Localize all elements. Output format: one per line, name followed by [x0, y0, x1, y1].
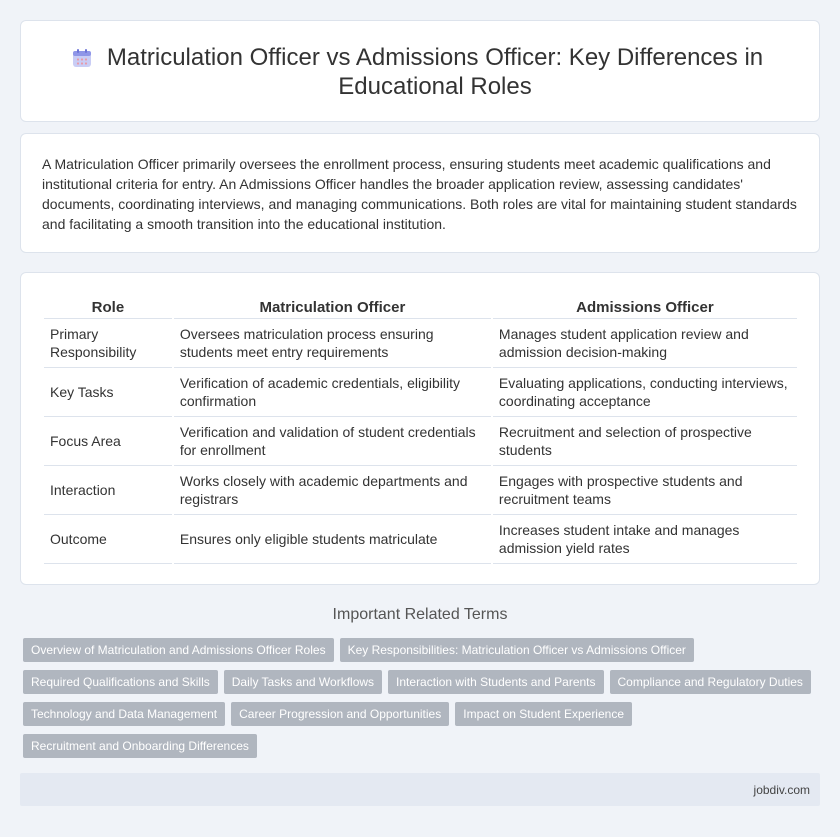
row-label: Focus Area [44, 417, 172, 466]
intro-card [20, 133, 820, 253]
table-row [44, 515, 797, 564]
related-term-tag[interactable]: Recruitment and Onboarding Differences [23, 734, 257, 758]
comparison-card [20, 272, 820, 585]
row-label: Key Tasks [44, 368, 172, 417]
comparison-table [42, 295, 799, 564]
matriculation-cell: Works closely with academic departments and registrars [174, 466, 491, 515]
row-label: Outcome [44, 515, 172, 564]
footer [20, 773, 820, 806]
table-row [44, 417, 797, 466]
related-term-tag[interactable]: Overview of Matriculation and Admissions Officer Roles [23, 638, 334, 662]
related-term-tag[interactable]: Daily Tasks and Workflows [224, 670, 382, 694]
row-label: Primary Responsibility [44, 319, 172, 368]
admissions-cell: Evaluating applications, conducting interviews, coordinating acceptance [493, 368, 797, 417]
admissions-cell: Engages with prospective students and recruitment teams [493, 466, 797, 515]
matriculation-cell: Ensures only eligible students matriculate [174, 515, 491, 564]
title-card [20, 20, 820, 122]
page-title: Matriculation Officer vs Admissions Officer: Key Differences in Educational Roles [106, 44, 764, 100]
header-admissions-officer: Admissions Officer [493, 295, 797, 319]
table-header-row [44, 295, 797, 319]
table-row [44, 319, 797, 368]
matriculation-cell: Verification and validation of student credentials for enrollment [174, 417, 491, 466]
table-row [44, 368, 797, 417]
admissions-cell: Increases student intake and manages admission yield rates [493, 515, 797, 564]
tag-row [23, 734, 823, 766]
related-term-tag[interactable]: Interaction with Students and Parents [388, 670, 603, 694]
tag-row [23, 670, 823, 702]
admissions-cell: Manages student application review and admission decision-making [493, 319, 797, 368]
row-label: Interaction [44, 466, 172, 515]
matriculation-cell: Oversees matriculation process ensuring students meet entry requirements [174, 319, 491, 368]
tag-row [23, 638, 823, 670]
intro-paragraph: A Matriculation Officer primarily oversees the enrollment process, ensuring students meet academic qualifications and institutional criteria for entry. An Admissions Officer handles the broader application review, assessing candidates' documents, coordinating interviews, and managing communications. Both roles are vital for maintaining student standards and facilitating a smooth transition into the educational institution. [42, 156, 797, 232]
related-term-tag[interactable]: Required Qualifications and Skills [23, 670, 218, 694]
header-matriculation-officer: Matriculation Officer [174, 295, 491, 319]
related-term-tag[interactable]: Impact on Student Experience [455, 702, 632, 726]
tag-row [23, 702, 823, 734]
related-terms-title: Important Related Terms [332, 606, 508, 623]
matriculation-cell: Verification of academic credentials, eligibility confirmation [174, 368, 491, 417]
admissions-cell: Recruitment and selection of prospective students [493, 417, 797, 466]
related-term-tag[interactable]: Compliance and Regulatory Duties [610, 670, 811, 694]
related-term-tag[interactable]: Technology and Data Management [23, 702, 225, 726]
related-terms-list [23, 638, 823, 766]
related-term-tag[interactable]: Key Responsibilities: Matriculation Officer vs Admissions Officer [340, 638, 694, 662]
table-row [44, 466, 797, 515]
header-role: Role [44, 295, 172, 319]
related-term-tag[interactable]: Career Progression and Opportunities [231, 702, 449, 726]
footer-site-link[interactable]: jobdiv.com [753, 783, 810, 797]
